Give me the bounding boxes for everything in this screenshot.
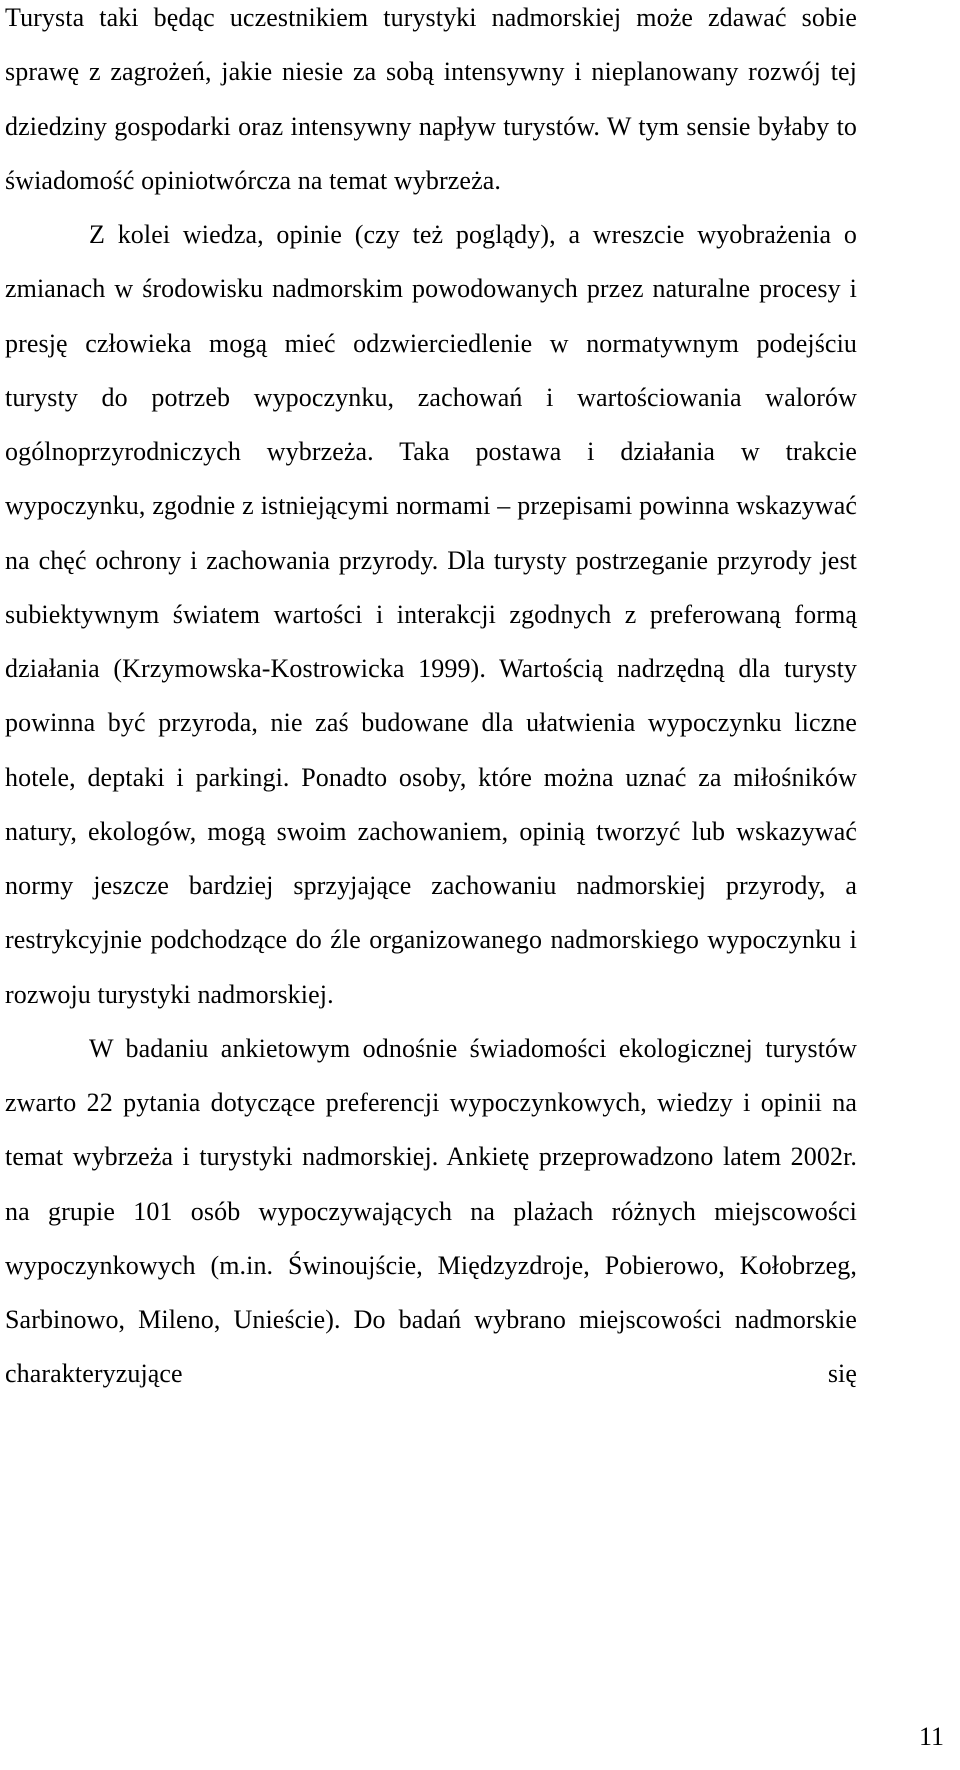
page-number: 11 [918, 1722, 944, 1751]
paragraph-1: Turysta taki będąc uczestnikiem turystyki nadmorskiej może zdawać sobie sprawę z zagrożeń, jakie niesie za sobą intensywny i nieplanowany rozwój tej dziedziny gospodarki oraz intensywny napływ turystów. W tym sensie byłaby to świadomość opiniotwórcza na temat wybrzeża. [5, 3, 857, 195]
document-body [5, 0, 857, 1402]
paragraph-2: Z kolei wiedza, opinie (czy też poglądy), a wreszcie wyobrażenia o zmianach w środowisku nadmorskim powodowanych przez naturalne procesy i presję człowieka mogą mieć odzwierciedlenie w normatywnym podejściu turysty do potrzeb wypoczynku, zachowań i wartościowania walorów ogólnoprzyrodniczych wybrzeża. Taka postawa i działania w trakcie wypoczynku, zgodnie z istniejącymi normami – przepisami powinna wskazywać na chęć ochrony i zachowania przyrody. Dla turysty postrzeganie przyrody jest subiektywnym światem wartości i interakcji zgodnych z preferowaną formą działania (Krzymowska-Kostrowicka 1999). Wartością nadrzędną dla turysty powinna być przyroda, nie zaś budowane dla ułatwienia wypoczynku liczne hotele, deptaki i parkingi. Ponadto osoby, które można uznać za miłośników natury, ekologów, mogą swoim zachowaniem, opinią tworzyć lub wskazywać normy jeszcze bardziej sprzyjające zachowaniu nadmorskiej przyrody, a restrykcyjnie podchodzące do źle organizowanego nadmorskiego wypoczynku i rozwoju turystyki nadmorskiej. [5, 220, 857, 1009]
paragraph-3: W badaniu ankietowym odnośnie świadomości ekologicznej turystów zwarto 22 pytania dotyczące preferencji wypoczynkowych, wiedzy i opinii na temat wybrzeża i turystyki nadmorskiej. Ankietę przeprowadzono latem 2002r. na grupie 101 osób wypoczywających na plażach różnych miejscowości wypoczynkowych (m.in. Świnoujście, Międzyzdroje, Pobierowo, Kołobrzeg, Sarbinowo, Mileno, Unieście). Do badań wybrano miejscowości nadmorskie charakteryzujące się [5, 1033, 857, 1389]
